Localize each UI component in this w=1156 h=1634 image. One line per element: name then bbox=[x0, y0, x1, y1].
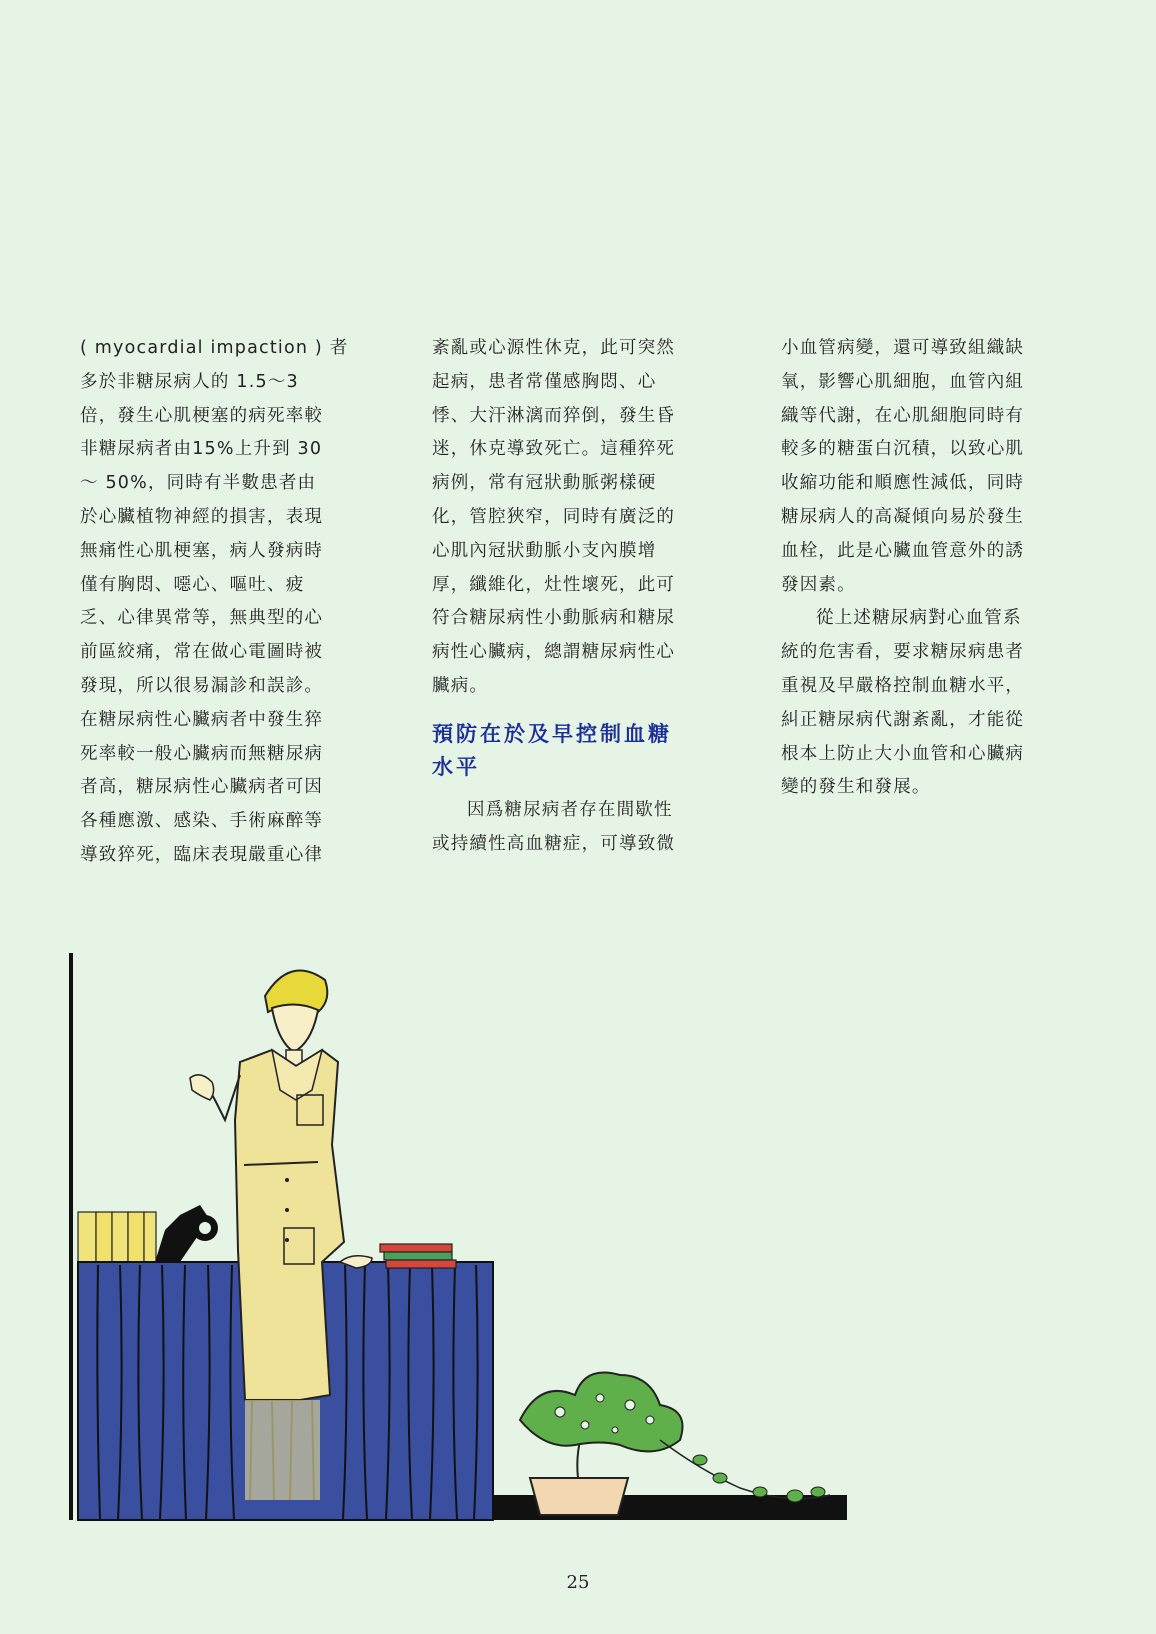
text-line: 從上述糖尿病對心血管系 bbox=[816, 608, 1022, 629]
text-line: 因爲糖尿病者存在間歇性 bbox=[467, 799, 673, 820]
text-line: 起病，患者常僅感胸悶、心 bbox=[432, 371, 657, 392]
text-line: 織等代謝，在心肌細胞同時有 bbox=[781, 405, 1025, 426]
text-line: 無痛性心肌梗塞，病人發病時 bbox=[80, 540, 324, 561]
text-line: 病例，常有冠狀動脈粥樣硬 bbox=[432, 473, 657, 494]
text-line: 糖尿病人的高凝傾向易於發生 bbox=[781, 506, 1025, 527]
text-line: 前區絞痛，常在做心電圖時被 bbox=[80, 642, 324, 663]
text-line: 於心臟植物神經的損害，表現 bbox=[80, 506, 324, 527]
text-line: 較多的糖蛋白沉積，以致心肌 bbox=[781, 439, 1025, 460]
heading-line: 預防在於及早控制血糖 bbox=[432, 721, 672, 746]
book-stack bbox=[380, 1244, 456, 1268]
text-line: 者高，糖尿病性心臟病者可因 bbox=[80, 777, 324, 798]
text-line: 乏、心律異常等，無典型的心 bbox=[80, 608, 324, 629]
text-line: 根本上防止大小血管和心臟病 bbox=[781, 743, 1025, 764]
text-line: 多於非糖尿病人的 1.5～3 bbox=[80, 371, 299, 392]
text-line: 血栓，此是心臟血管意外的誘 bbox=[781, 540, 1025, 561]
text-line: 導致猝死，臨床表現嚴重心律 bbox=[80, 844, 324, 865]
text-line: 糾正糖尿病代謝紊亂，才能從 bbox=[781, 709, 1025, 730]
books-row bbox=[78, 1212, 156, 1262]
heading-line: 水平 bbox=[432, 754, 480, 779]
text-line: 發因素。 bbox=[781, 574, 856, 595]
text-line: 重視及早嚴格控制血糖水平， bbox=[781, 675, 1025, 696]
pole-line bbox=[69, 953, 73, 1520]
page-number: 25 bbox=[566, 1572, 590, 1593]
text-line: 或持續性高血糖症，可導致微 bbox=[432, 833, 676, 854]
text-line: 小血管病變，還可導致組織缺 bbox=[781, 338, 1025, 358]
potted-plant bbox=[520, 1373, 830, 1516]
text-line: 病性心臟病，總謂糖尿病性心 bbox=[432, 642, 676, 663]
text-line: 厚，纖維化，灶性壞死，此可 bbox=[432, 574, 676, 595]
text-line: 臟病。 bbox=[432, 675, 489, 696]
microscope bbox=[155, 1205, 218, 1262]
text-line: 收縮功能和順應性減低，同時 bbox=[781, 473, 1025, 494]
text-line: 心肌內冠狀動脈小支內膜增 bbox=[432, 540, 657, 561]
text-line: 各種應激、感染、手術麻醉等 bbox=[80, 811, 324, 832]
text-line: 死率較一般心臟病而無糖尿病 bbox=[80, 743, 324, 764]
text-line: 氧，影響心肌細胞，血管內組 bbox=[781, 371, 1025, 392]
text-line: 發現，所以很易漏診和誤診。 bbox=[80, 675, 324, 696]
text-line: ( myocardial impaction ) 者 bbox=[80, 338, 349, 358]
text-line: 紊亂或心源性休克，此可突然 bbox=[432, 338, 676, 358]
text-line: ～ 50%，同時有半數患者由 bbox=[80, 473, 317, 494]
text-line: 迷，休克導致死亡。這種猝死 bbox=[432, 439, 676, 460]
text-line: 非糖尿病者由15%上升到 30 bbox=[80, 439, 323, 460]
text-line: 在糖尿病性心臟病者中發生猝 bbox=[80, 709, 324, 730]
text-line: 符合糖尿病性小動脈病和糖尿 bbox=[432, 608, 676, 629]
text-line: 化，管腔狹窄，同時有廣泛的 bbox=[432, 506, 676, 527]
text-line: 倍，發生心肌梗塞的病死率較 bbox=[80, 405, 324, 426]
text-line: 悸、大汗淋漓而猝倒，發生昏 bbox=[432, 405, 676, 426]
text-line: 統的危害看，要求糖尿病患者 bbox=[781, 642, 1025, 663]
text-line: 僅有胸悶、噁心、嘔吐、疲 bbox=[80, 574, 305, 595]
text-line: 變的發生和發展。 bbox=[781, 777, 931, 798]
